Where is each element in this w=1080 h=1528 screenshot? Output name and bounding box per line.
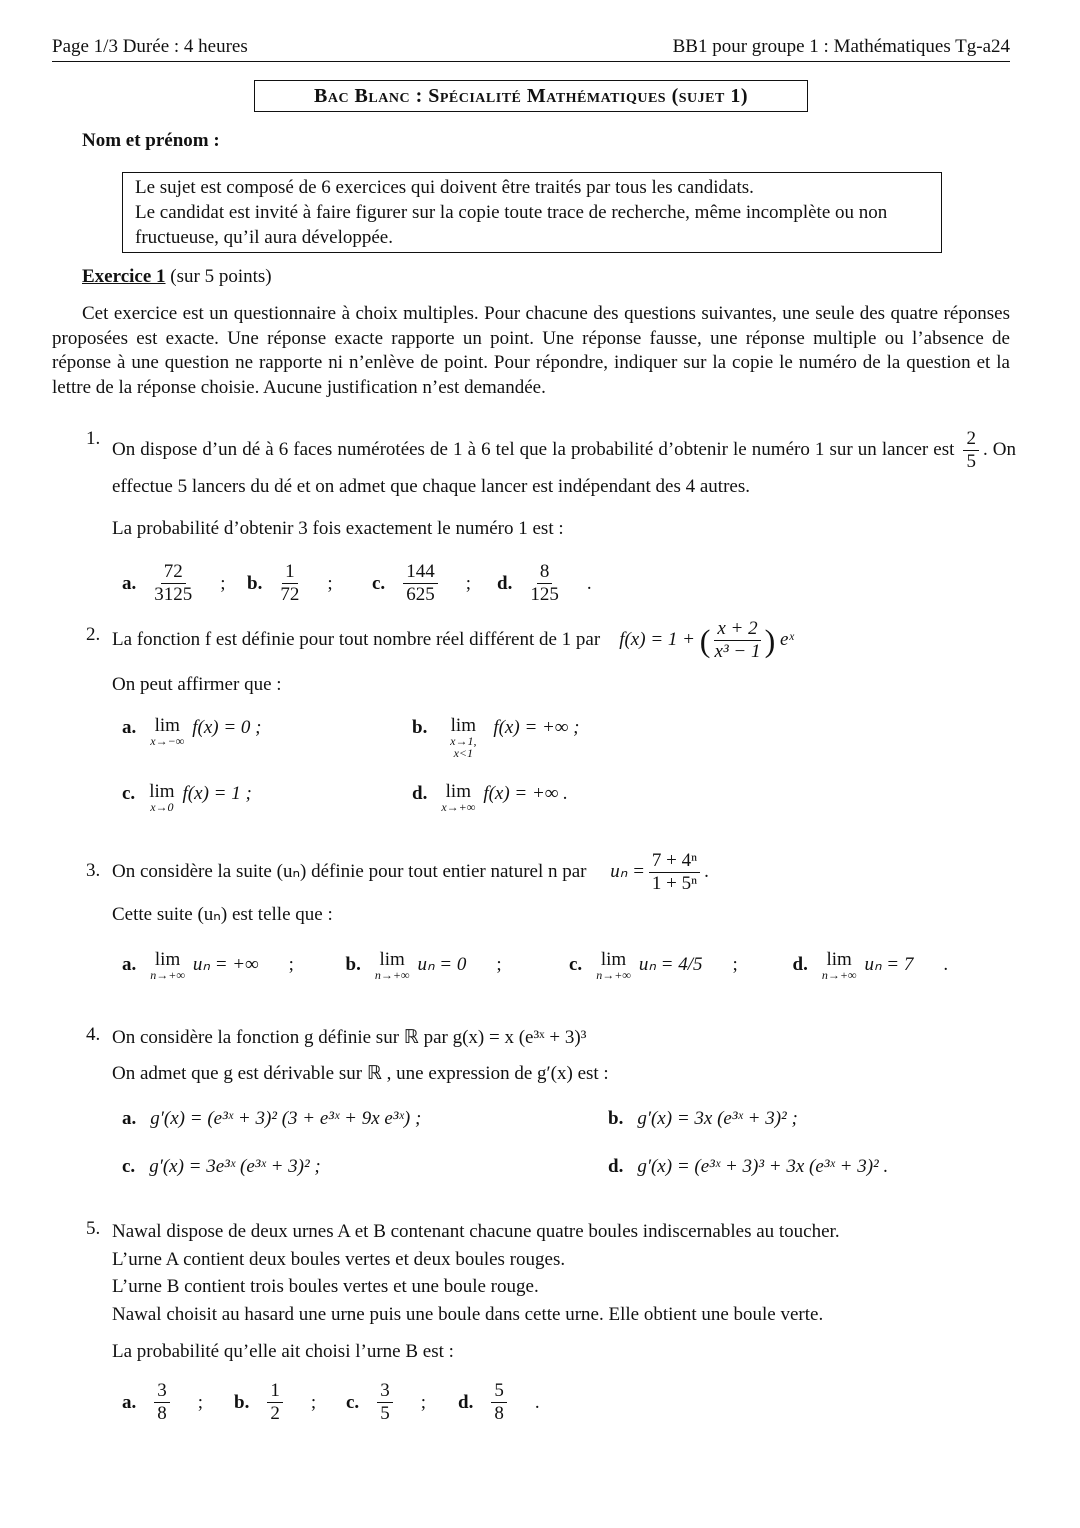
answer-choice [346,951,570,981]
limit [375,951,410,981]
question-text: On considère la fonction g définie sur ℝ par g(x) = x (e³ˣ + 3)³ [112,1027,587,1048]
numerator: 72 [161,561,186,584]
choice-letter: a. [122,572,137,594]
lim-subscript: n→+∞ [374,968,410,982]
exercise-points: (sur 5 points) [165,266,272,287]
limit [441,783,475,813]
choice-letter: c. [346,1391,360,1413]
fraction [154,561,192,606]
limit [150,951,185,981]
numerator: 3 [377,1380,393,1403]
expression: f(x) = +∞ ; [493,717,580,738]
answer-choices [122,1108,1016,1178]
separator: . [943,954,949,975]
fraction [963,428,979,473]
question-5 [86,1218,1016,1425]
expression: uₙ = 7 [864,954,914,975]
lim-operator: lim [149,781,175,802]
numerator: 8 [537,561,553,584]
choice-letter: a. [122,1391,137,1413]
lim-subscript: x→1, x<1 [450,734,477,760]
choice-letter: d. [497,572,513,594]
separator: . [534,1391,540,1413]
formula: eˣ [780,628,794,650]
fraction [403,561,438,606]
answer-choice [497,561,622,606]
exercise-intro: Cet exercice est un questionnaire à choix multiples. Pour chacune des questions suivantes, une seule des quatre réponses proposées est exacte. Une réponse exacte rapporte un point. Une réponse fausse, une réponse multiple ou l’absence de réponse à une question ne rapporte ni n’enlève de point. Pour répondre, indiquer sur la copie le numéro de la question et la lettre de la réponse choisie. Aucune justification n’est demandée. [52,303,1010,398]
denominator: 1 + 5ⁿ [651,873,698,894]
denominator: x³ − 1 [714,641,761,662]
expression: f(x) = 1 ; [182,783,252,804]
numerator: x + 2 [714,618,760,641]
separator: ; [465,572,471,594]
fraction [377,1380,393,1425]
expression: f(x) = 0 ; [192,717,262,738]
choice-letter: b. [412,717,428,738]
fraction [649,850,700,895]
question-text: Nawal choisit au hasard une urne puis une boule dans cette urne. Elle obtient une boule verte. [112,1303,824,1325]
header-left: Page 1/3 Durée : 4 heures [52,36,248,57]
name-label: Nom et prénom : [82,130,220,151]
lim-operator: lim [445,781,471,802]
answer-choice [346,1380,458,1425]
answer-choice [122,1156,608,1178]
expression: uₙ = +∞ [192,954,259,975]
formula: f(x) = 1 + [619,628,695,650]
question-text: L’urne B contient trois boules vertes et une boule rouge. [112,1276,539,1297]
question-3: 3. On considère la suite (uₙ) définie pour tout entier naturel n par uₙ = $\frac{\text{7 + 4ⁿ}}{\text{1 + 5ⁿ}}$ . Cette suite (uₙ) est telle que : a. lim n→+∞ uₙ = +∞ ; b. lim n→+∞ uₙ = 0 ; c. lim n→+∞ uₙ = 4/5 ; d. lim n→+∞ uₙ = 7 . [86,850,1016,981]
answer-choice [412,783,812,813]
question-text: On dispose d’un dé à 6 faces numérotées de 1 à 6 tel que la probabilité d’obtenir le numéro 1 sur un lancer est [112,438,955,460]
denominator: 8 [494,1403,504,1424]
separator: . [586,572,592,594]
lim-subscript: n→+∞ [150,968,185,982]
choice-letter: c. [569,954,583,975]
lim-subscript: n→+∞ [596,968,631,982]
answer-choice [247,561,372,606]
answer-choice [372,561,497,606]
separator: ; [732,954,738,975]
answer-choice [793,951,1017,981]
question-prompt: On admet que g est dérivable sur ℝ , une expression de g′(x) est : [112,1063,609,1084]
instruction: Le candidat est invité à faire figurer sur la copie toute trace de recherche, même incomplète ou non fructueuse, qu’il aura développée. [135,202,888,248]
question-text: L’urne A contient deux boules vertes et deux boules rouges. [112,1248,566,1270]
separator: ; [327,572,333,594]
expression: f(x) = +∞ . [483,783,568,804]
expression: g′(x) = 3e³ˣ (e³ˣ + 3)² ; [149,1156,321,1177]
choice-letter: b. [608,1108,624,1129]
limit [822,951,857,981]
separator: ; [420,1391,426,1413]
lim-operator: lim [826,949,852,970]
question-text: On considère la suite (uₙ) définie pour tout entier naturel n par [112,860,587,882]
fraction [714,618,760,663]
answer-choices [122,1380,1016,1425]
question-number: 1. [86,428,101,449]
question-4 [86,1024,1016,1178]
limit [596,951,631,981]
separator: ; [310,1391,317,1413]
question-number: 2. [86,624,101,645]
denominator: 72 [280,584,300,605]
question-prompt: Cette suite (uₙ) est telle que : [112,904,333,925]
question-prompt: On peut affirmer que : [112,674,282,695]
separator: ; [197,1391,204,1413]
numerator: 1 [267,1380,283,1403]
denominator: 5 [380,1403,390,1424]
denominator: 3125 [154,584,193,605]
fraction [530,561,559,606]
answer-choice [122,951,346,981]
question-1 [86,428,1016,606]
question-text: . On effectue 5 lancers du dé et on admet que chaque lancer est indépendant des 4 autres. [112,438,1016,497]
denominator: 2 [270,1403,280,1424]
instructions-box [122,172,942,253]
fraction [280,561,299,606]
separator: ; [220,572,226,594]
expression: uₙ = 0 [417,954,467,975]
header-right: BB1 pour groupe 1 : Mathématiques Tg-a24 [672,36,1010,57]
formula: uₙ = [610,860,645,882]
question-prompt: La probabilité d’obtenir 3 fois exactement le numéro 1 est : [112,518,564,539]
limit [150,717,184,747]
question-number: 3. [86,860,101,881]
numerator: 2 [963,428,979,451]
limit [149,783,174,813]
question-text: La fonction f est définie pour tout nombre réel différent de 1 par [112,628,601,650]
numerator: 144 [403,561,438,584]
choice-letter: b. [234,1391,250,1413]
choice-letter: c. [122,1156,136,1177]
lim-subscript: x→−∞ [150,734,185,748]
answer-choice [412,717,812,759]
choice-letter: a. [122,1108,137,1129]
numerator: 5 [491,1380,507,1403]
numerator: 1 [282,561,298,584]
exercise-title: Exercice 1 [82,266,166,287]
choice-letter: d. [792,954,808,975]
separator: ; [496,954,502,975]
denominator: 5 [966,451,976,472]
choice-letter: b. [345,954,361,975]
lim-operator: lim [379,949,405,970]
question-2: 2. La fonction f est définie pour tout nombre réel différent de 1 par f(x) = 1 + ( $\frac{x + 2}{\text{x³ − 1}}$ ) eˣ On peut affirmer que : a. lim x→−∞ f(x) = 0 ; b. lim x→1, x<1 f(x) = +∞ ; c. lim x→0 f(x) = 1 ; d. lim x→+∞ f(x) = +∞ . [86,618,1016,813]
answer-choices [122,717,1016,813]
expression: g′(x) = (e³ˣ + 3)² (3 + e³ˣ + 9x e³ˣ) ; [150,1108,422,1129]
answer-choice [122,1108,608,1130]
choice-letter: c. [122,783,136,804]
question-number: 5. [86,1218,101,1239]
numerator: 3 [154,1380,170,1403]
lim-operator: lim [154,949,181,970]
expression: g′(x) = 3x (e³ˣ + 3)² ; [637,1108,798,1129]
lim-subscript: n→+∞ [821,968,857,982]
question-number: 4. [86,1024,101,1045]
page-header [52,36,1010,62]
choice-letter: b. [247,572,263,594]
choice-letter: d. [412,783,428,804]
limit [441,717,485,759]
lim-subscript: x→0 [150,800,174,814]
exercise-heading [82,266,272,288]
lim-operator: lim [154,715,180,736]
separator: ; [288,954,294,975]
question-text: Nawal dispose de deux urnes A et B contenant chacune quatre boules indiscernables au toucher. [112,1221,840,1242]
lim-operator: lim [450,715,476,736]
choice-letter: d. [608,1156,624,1177]
answer-choice [234,1380,346,1425]
lim-subscript: x→+∞ [441,800,476,814]
denominator: 8 [157,1403,167,1424]
denominator: 125 [530,584,559,605]
answer-choice [608,1156,1028,1178]
answer-choice [122,717,412,759]
choice-letter: c. [372,572,386,594]
exam-title: Bac Blanc : Spécialité Mathématiques (sujet 1) [254,80,808,112]
fraction [154,1380,170,1425]
answer-choices [122,561,1016,606]
answer-choice [569,951,793,981]
choice-letter: d. [458,1391,474,1413]
numerator: 7 + 4ⁿ [649,850,700,873]
expression: g′(x) = (e³ˣ + 3)³ + 3x (e³ˣ + 3)² . [637,1156,889,1177]
question-prompt: La probabilité qu’elle ait choisi l’urne B est : [112,1341,454,1362]
answer-choice [458,1380,570,1425]
answer-choice [122,561,247,606]
expression: uₙ = 4/5 [638,954,703,975]
denominator: 625 [406,584,435,605]
answer-choice [122,783,412,813]
instruction: Le sujet est composé de 6 exercices qui doivent être traités par tous les candidats. [135,177,754,198]
lim-operator: lim [600,949,627,970]
answer-choice [122,1380,234,1425]
fraction [267,1380,283,1425]
fraction [491,1380,507,1425]
answer-choice [608,1108,1028,1130]
choice-letter: a. [122,954,137,975]
choice-letter: a. [122,717,137,738]
answer-choices [122,951,1016,981]
